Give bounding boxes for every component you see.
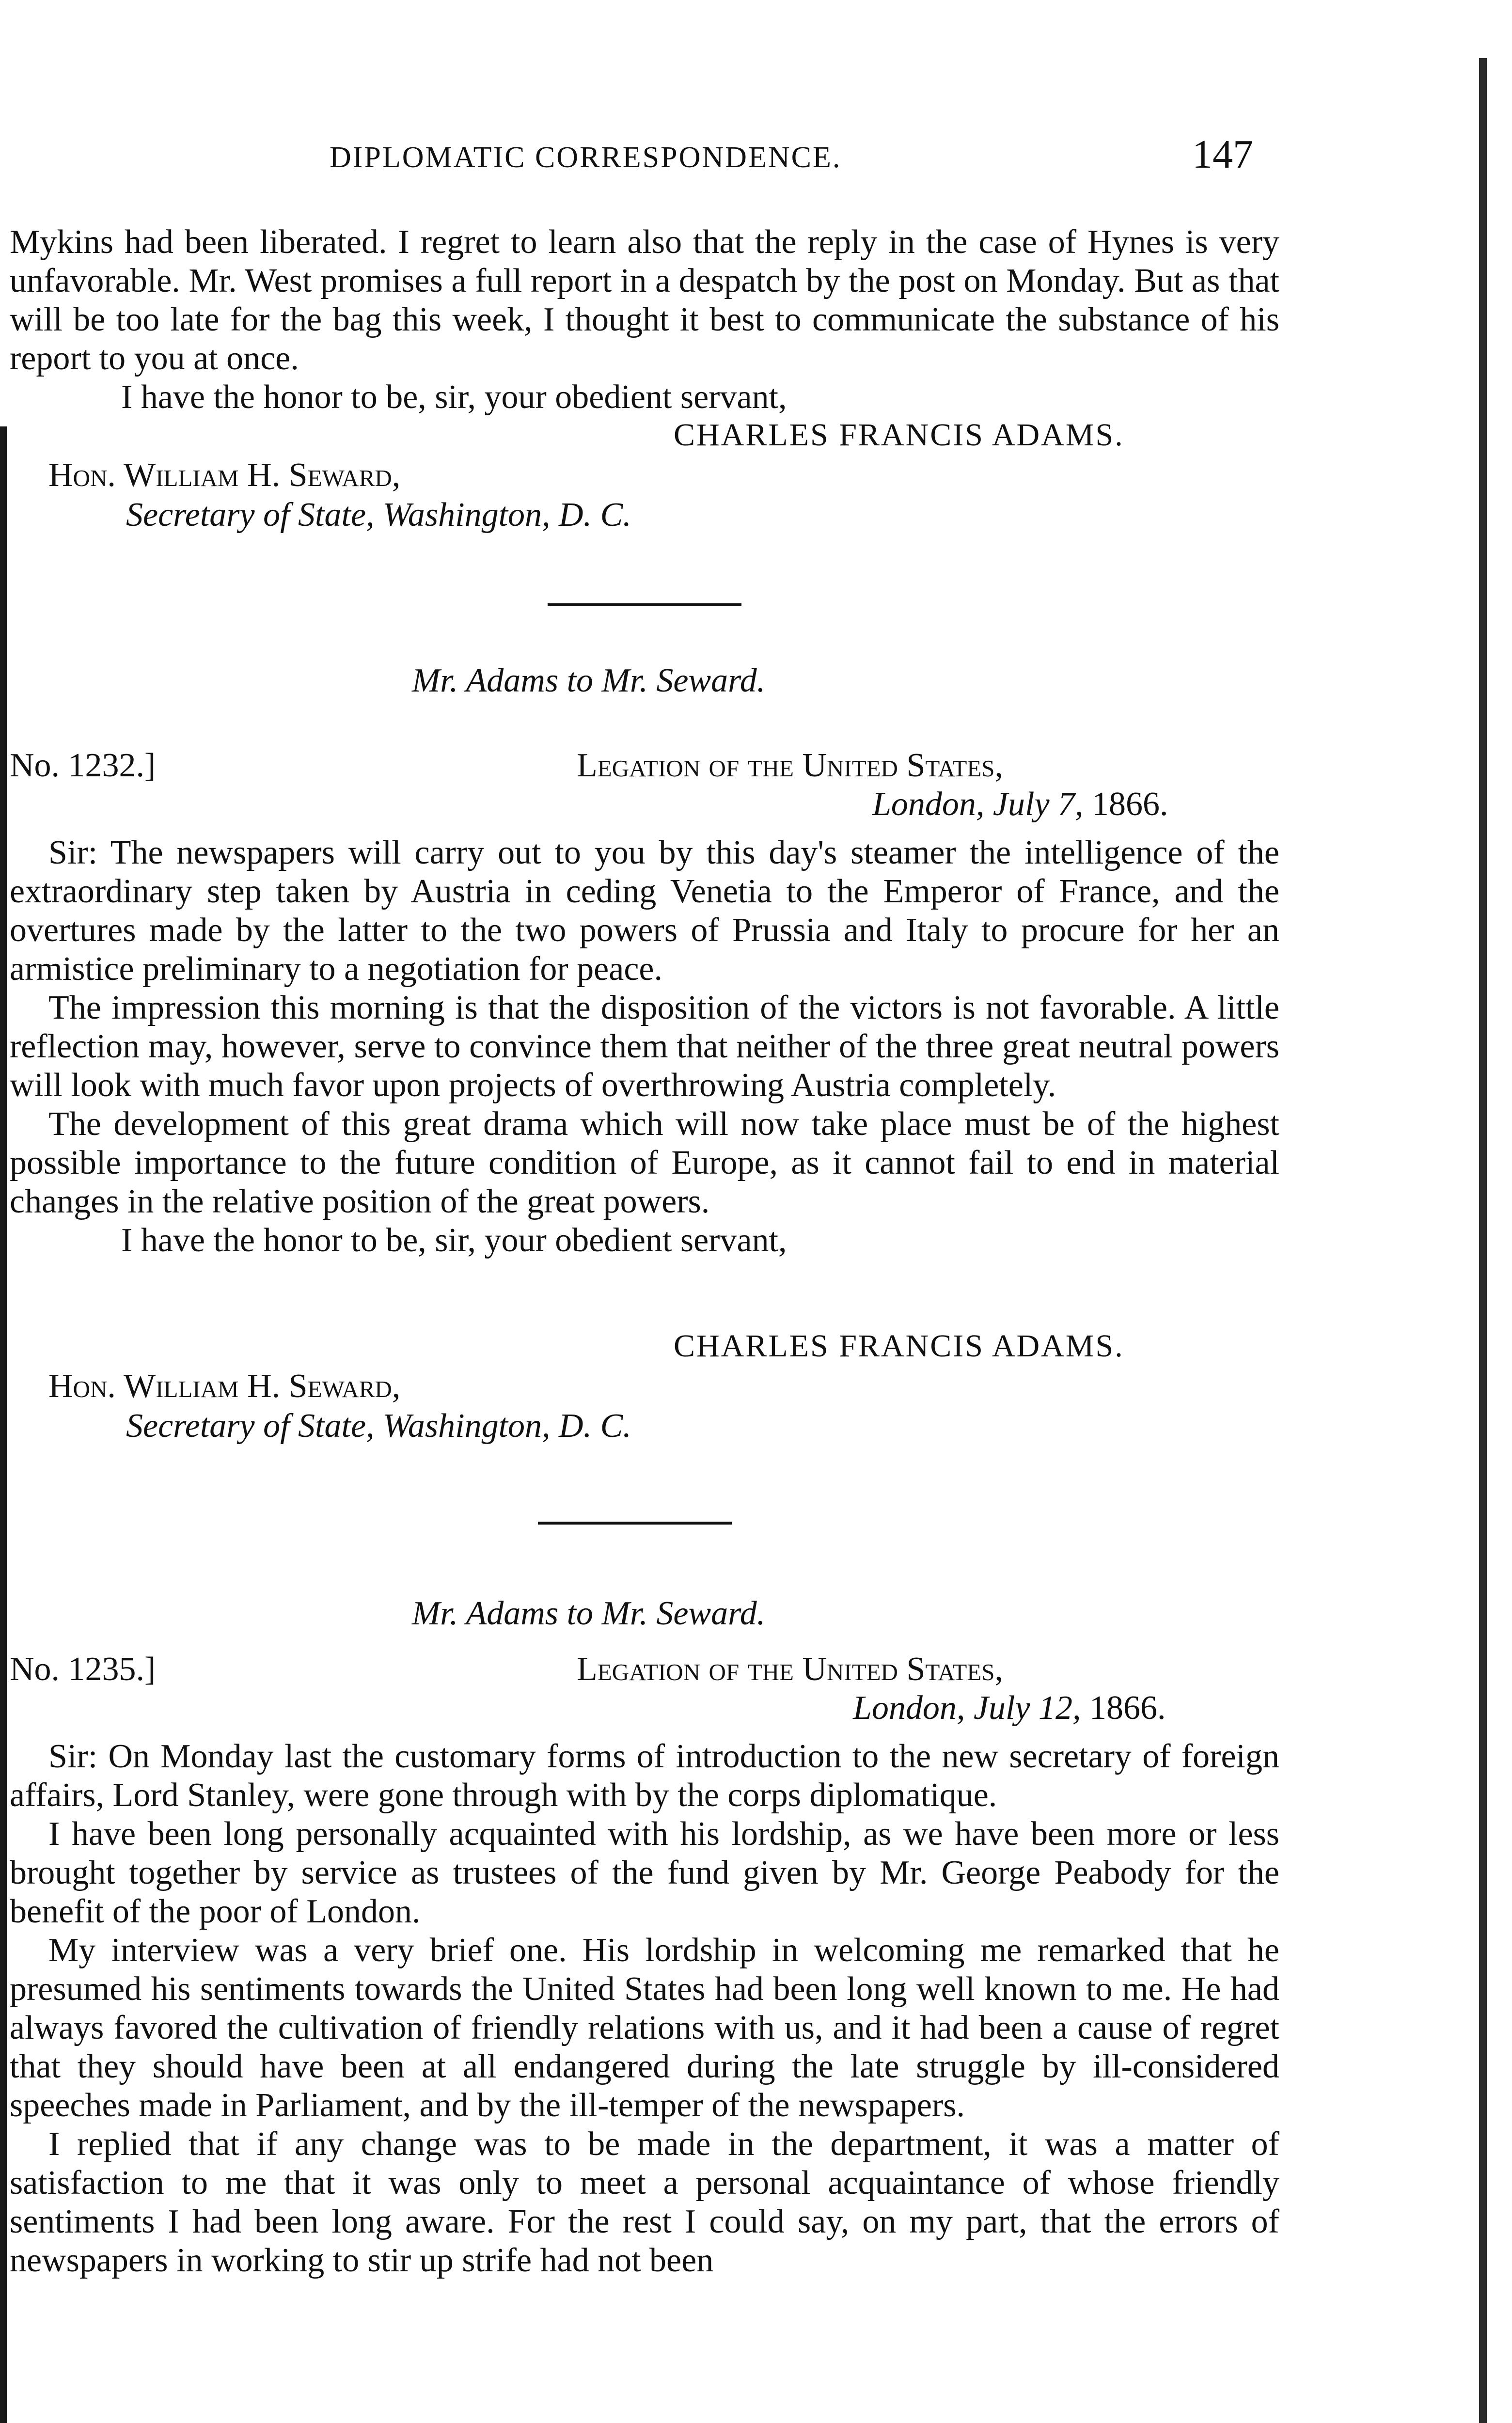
paragraph: I replied that if any change was to be made in the department, it was a matter of satisfaction to me that it was only to meet a personal acquaintance of whose friendly sentiments I had been long aware. For the rest I could say, on my part, that the errors of newspapers in working to stir up strife had not been — [10, 2125, 1279, 2279]
closing-line: I have the honor to be, sir, your obedient servant, — [121, 1222, 787, 1259]
legation-line: Legation of the United States, — [577, 1651, 1003, 1688]
addressee-title: Secretary of State, Washington, D. C. — [126, 496, 631, 534]
paragraph-text: Mykins had been liberated. I regret to learn also that the reply in the case of Hynes is very unfavorable. Mr. West promises a full report in a despatch by the post on Monday. But as that will be too late for the bag this week, I thought it best to communicate the substance of his report to you at once. — [10, 223, 1279, 377]
addressee — [48, 1367, 631, 1446]
place-date: London, July 12, — [853, 1689, 1081, 1727]
paragraph: I have been long personally acquainted with his lordship, as we have been more or less brought together by service as trustees of the fund given by Mr. George Peabody for the benefit of the poor of London. — [10, 1815, 1279, 1930]
addressee-name: Hon. William H. Seward, — [48, 456, 401, 494]
place-date: London, July 7, — [872, 786, 1084, 823]
paragraph: My interview was a very brief one. His lordship in welcoming me remarked that he presumed his sentiments towards the United States had been long well known to me. He had always favored the cultivation of friendly relations with us, and it had been a cause of regret that they should have been at all endangered during the late struggle by ill-considered speeches made in Parliament, and by the ill-temper of the newspapers. — [10, 1932, 1279, 2124]
paragraph: The impression this morning is that the disposition of the victors is not favorable. A little reflection may, however, serve to convince them that neither of the three great neutral powers will look with much favor upon projects of overthrowing Austria completely. — [10, 989, 1279, 1104]
legation-line: Legation of the United States, — [577, 747, 1003, 784]
section-divider — [538, 1522, 732, 1525]
date-year: 1866. — [1089, 1689, 1166, 1727]
date-line — [853, 1689, 1166, 1728]
paragraph: Sir: The newspapers will carry out to you by this day's steamer the intelligence of the extraordinary step taken by Austria in ceding Venetia to the Emperor of France, and the overtures made by the latter to the two powers of Prussia and Italy to procure for her an armistice preliminary to a negotiation for peace. — [10, 834, 1279, 988]
addressee-title: Secretary of State, Washington, D. C. — [126, 1407, 631, 1445]
left-binding-edge — [0, 426, 7, 2423]
date-line — [872, 785, 1168, 824]
addressee-name: Hon. William H. Seward, — [48, 1368, 401, 1405]
despatch-number: No. 1235.] — [10, 1651, 156, 1688]
letter-heading: Mr. Adams to Mr. Seward. — [412, 1595, 766, 1632]
paragraph: Sir: On Monday last the customary forms of introduction to the new secretary of foreign affairs, Lord Stanley, were gone through with by the corps diplomatique. — [10, 1738, 1279, 1814]
date-year: 1866. — [1092, 786, 1168, 823]
paragraph: The development of this great drama which will now take place must be of the highest possible importance to the future condition of Europe, as it cannot fail to end in material changes in the relative position of the great powers. — [10, 1105, 1279, 1220]
addressee — [48, 456, 631, 535]
signature: CHARLES FRANCIS ADAMS. — [674, 417, 1124, 453]
letter-body — [10, 1737, 1279, 2280]
despatch-number: No. 1232.] — [10, 747, 156, 784]
right-binding-edge — [1479, 58, 1487, 2423]
running-header: DIPLOMATIC CORRESPONDENCE. — [330, 141, 842, 174]
section-divider — [548, 603, 741, 606]
letter-body — [10, 834, 1279, 1260]
continuation-paragraph — [10, 223, 1279, 417]
closing-line: I have the honor to be, sir, your obedient servant, — [121, 378, 787, 416]
letter-heading: Mr. Adams to Mr. Seward. — [412, 662, 766, 699]
signature: CHARLES FRANCIS ADAMS. — [674, 1328, 1124, 1364]
page-number: 147 — [1192, 132, 1253, 177]
